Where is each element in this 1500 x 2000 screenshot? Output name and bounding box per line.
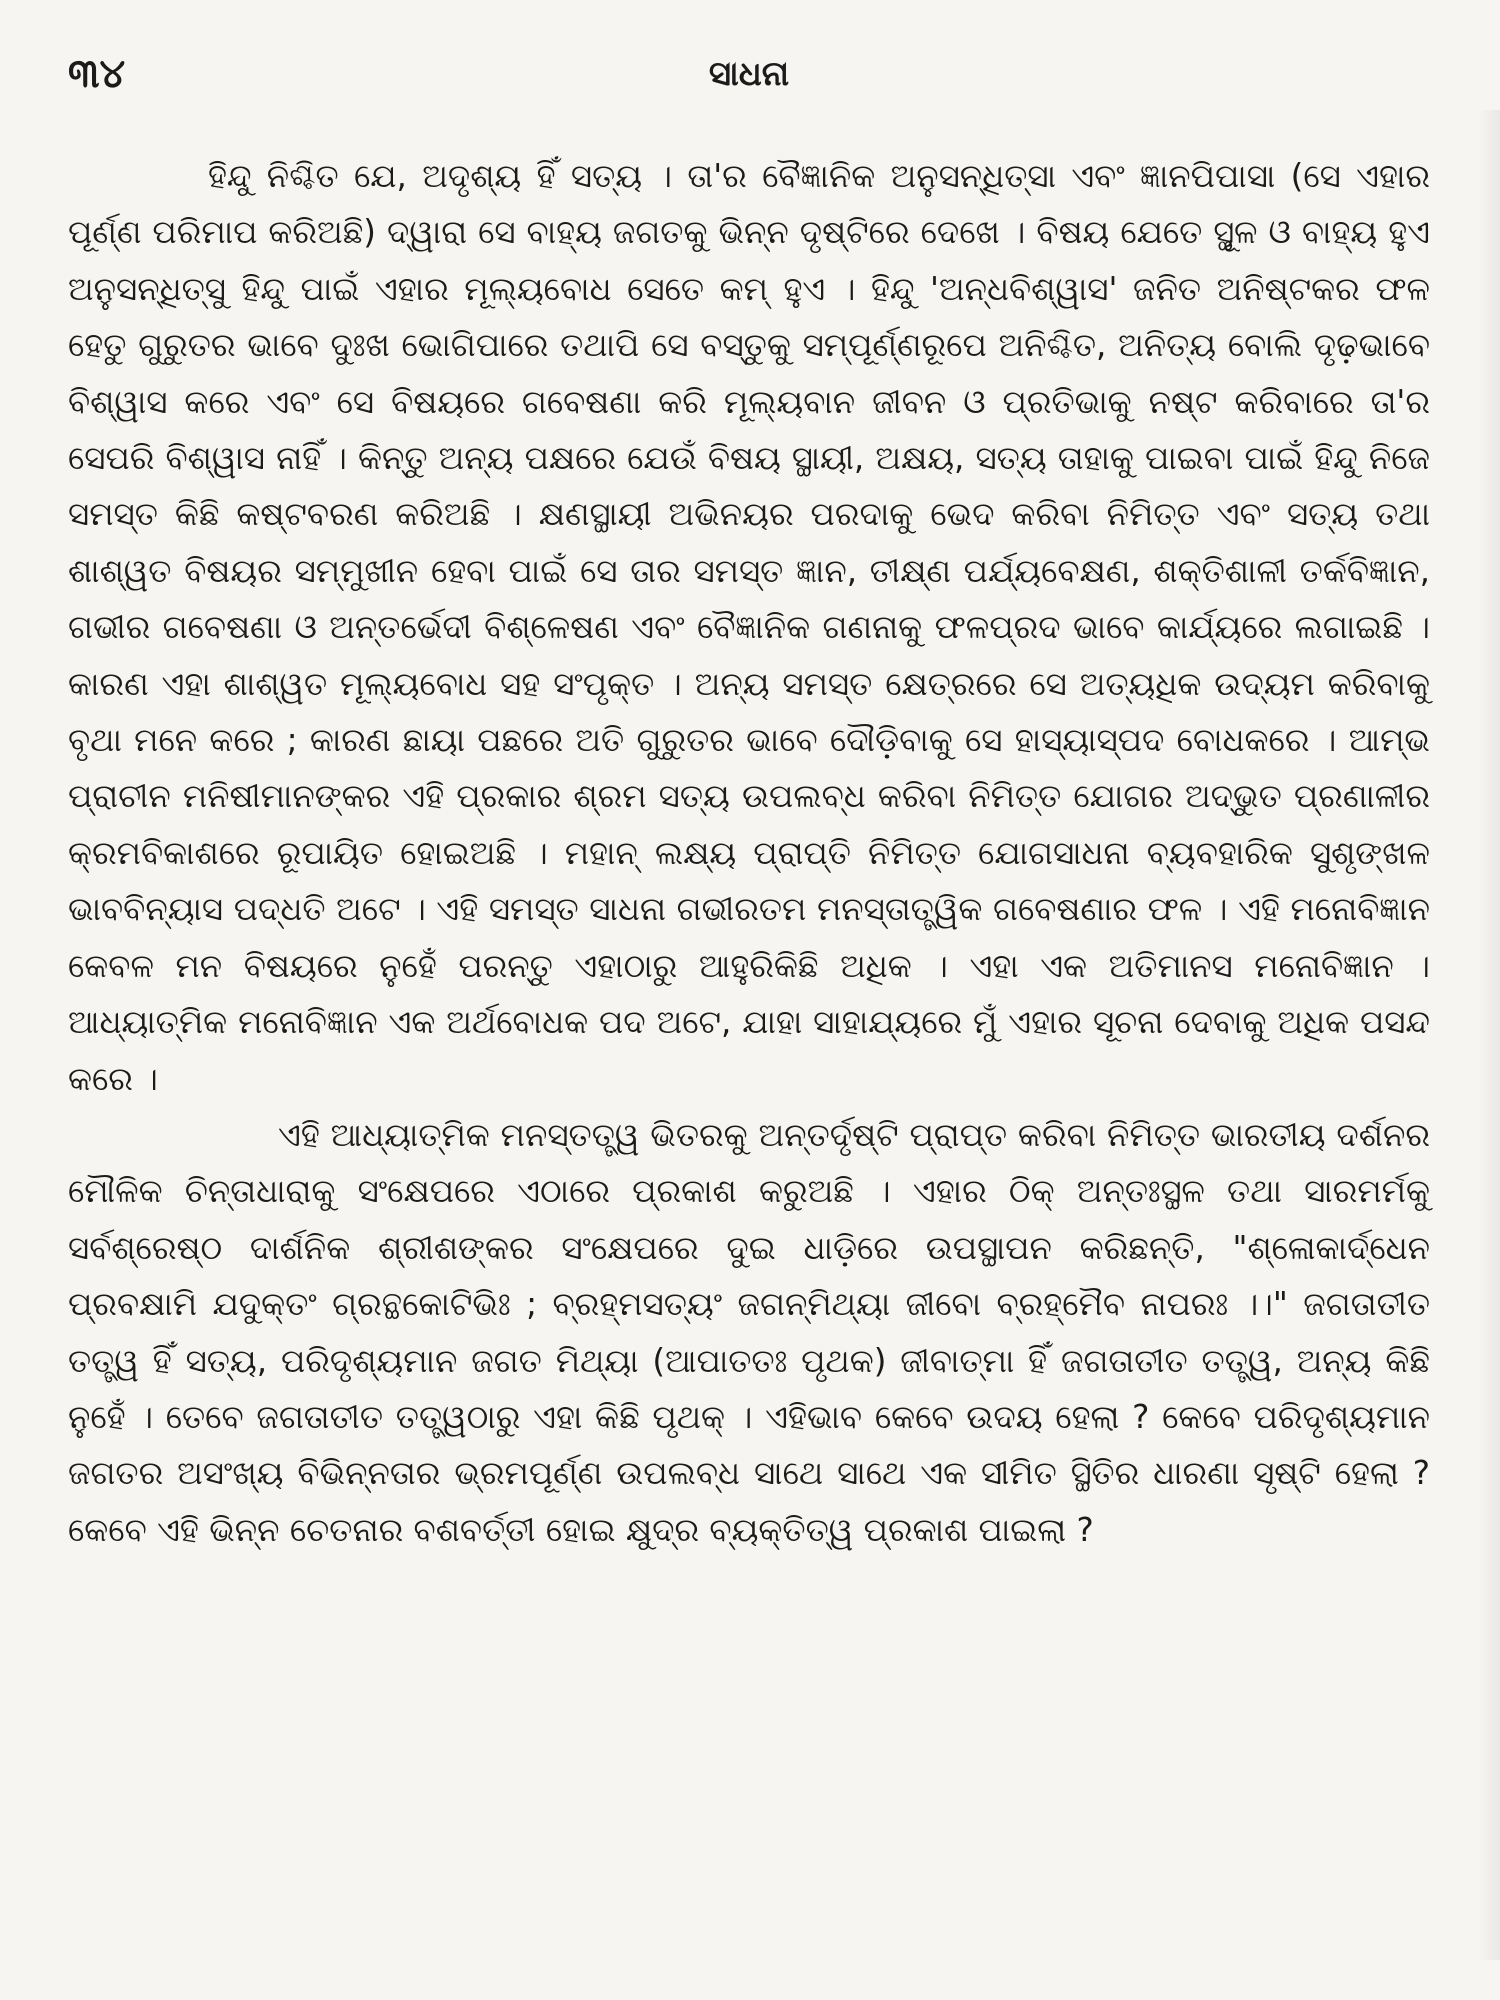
paragraph-2: ଏହି ଆଧ୍ୟାତ୍ମିକ ମନସ୍ତତ୍ତ୍ୱ ଭିତରକୁ ଅନ୍ତର୍ଦୃଷ୍ଟି ପ୍ରାପ୍ତ କରିବା ନିମିତ୍ତ ଭାରତୀୟ ଦର୍ଶନର ମୌଳିକ ଚିନ୍ତାଧାରାକୁ ସଂକ୍ଷେପରେ ଏଠାରେ ପ୍ରକାଶ କରୁଅଛି । ଏହାର ଠିକ୍ ଅନ୍ତଃସ୍ଥଳ ତଥା ସାରମର୍ମକୁ ସର୍ବଶ୍ରେଷ୍ଠ ଦାର୍ଶନିକ ଶ୍ରୀଶଙ୍କର ସଂକ୍ଷେପରେ ଦୁଇ ଧାଡ଼ିରେ ଉପସ୍ଥାପନ କରିଛନ୍ତି, "ଶ୍ଳୋକାର୍ଦ୍ଧେନ ପ୍ରବକ୍ଷାମି ଯଦୁକ୍ତଂ ଗ୍ରନ୍ଥକୋଟିଭିଃ ; ବ୍ରହ୍ମସତ୍ୟଂ ଜଗନ୍ମିଥ୍ୟା ଜୀବୋ ବ୍ରହ୍ମୈବ ନାପରଃ ।।" ଜଗତାତୀତ ତତ୍ତ୍ୱ ହିଁ ସତ୍ୟ, ପରିଦୃଶ୍ୟମାନ ଜଗତ ମିଥ୍ୟା (ଆପାତତଃ ପୃଥକ) ଜୀବାତ୍ମା ହିଁ ଜଗତାତୀତ ତତ୍ତ୍ୱ, ଅନ୍ୟ କିଛି ନୁହେଁ । ତେବେ ଜଗତାତୀତ ତତ୍ତ୍ୱଠାରୁ ଏହା କିଛି ପୃଥକ୍ । ଏହିଭାବ କେବେ ଉଦୟ ହେଲା ? କେବେ ପରିଦୃଶ୍ୟମାନ ଜଗତର ଅସଂଖ୍ୟ ବିଭିନ୍ନତାର ଭ୍ରମପୂର୍ଣ୍ଣ ଉପଲବ୍ଧ ସାଥେ ସାଥେ ଏକ ସୀମିତ ସ୍ଥିତିର ଧାରଣା ସୃଷ୍ଟି ହେଲା ? କେବେ ଏହି ଭିନ୍ନ ଚେତନାର ବଶବର୍ତ୍ତୀ ହୋଇ କ୍ଷୁଦ୍ର ବ୍ୟକ୍ତିତ୍ୱ ପ୍ରକାଶ ପାଇଲା ? (68, 1115, 1430, 1549)
running-title: ସାଧନା (708, 54, 790, 94)
page-edge-bleed (1478, 110, 1500, 1960)
page-number: ୩୪ (68, 50, 126, 97)
page-header (68, 50, 1430, 120)
paragraph-1: ହିନ୍ଦୁ ନିଶ୍ଚିତ ଯେ, ଅଦୃଶ୍ୟ ହିଁ ସତ୍ୟ । ତା'ର ବୈଜ୍ଞାନିକ ଅନୁସନ୍ଧିତ୍ସା ଏବଂ ଜ୍ଞାନପିପାସା (ସେ ଏହାର ପୂର୍ଣ୍ଣ ପରିମାପ କରିଅଛି) ଦ୍ୱାରା ସେ ବାହ୍ୟ ଜଗତକୁ ଭିନ୍ନ ଦୃଷ୍ଟିରେ ଦେଖେ । ବିଷୟ ଯେତେ ସ୍ଥୂଳ ଓ ବାହ୍ୟ ହୁଏ ଅନୁସନ୍ଧିତ୍ସୁ ହିନ୍ଦୁ ପାଇଁ ଏହାର ମୂଲ୍ୟବୋଧ ସେତେ କମ୍ ହୁଏ । ହିନ୍ଦୁ 'ଅନ୍ଧବିଶ୍ୱାସ' ଜନିତ ଅନିଷ୍ଟକର ଫଳ ହେତୁ ଗୁରୁତର ଭାବେ ଦୁଃଖ ଭୋଗିପାରେ ତଥାପି ସେ ବସ୍ତୁକୁ ସମ୍ପୂର୍ଣ୍ଣରୂପେ ଅନିଶ୍ଚିତ, ଅନିତ୍ୟ ବୋଲି ଦୃଢ଼ଭାବେ ବିଶ୍ୱାସ କରେ ଏବଂ ସେ ବିଷୟରେ ଗବେଷଣା କରି ମୂଲ୍ୟବାନ ଜୀବନ ଓ ପ୍ରତିଭାକୁ ନଷ୍ଟ କରିବାରେ ତା'ର ସେପରି ବିଶ୍ୱାସ ନାହିଁ । କିନ୍ତୁ ଅନ୍ୟ ପକ୍ଷରେ ଯେଉଁ ବିଷୟ ସ୍ଥାୟୀ, ଅକ୍ଷୟ, ସତ୍ୟ ତାହାକୁ ପାଇବା ପାଇଁ ହିନ୍ଦୁ ନିଜେ ସମସ୍ତ କିଛି କଷ୍ଟବରଣ କରିଅଛି । କ୍ଷଣସ୍ଥାୟୀ ଅଭିନୟର ପରଦାକୁ ଭେଦ କରିବା ନିମିତ୍ତ ଏବଂ ସତ୍ୟ ତଥା ଶାଶ୍ୱତ ବିଷୟର ସମ୍ମୁଖୀନ ହେବା ପାଇଁ ସେ ତାର ସମସ୍ତ ଜ୍ଞାନ, ତୀକ୍ଷ୍ଣ ପର୍ଯ୍ୟବେକ୍ଷଣ, ଶକ୍ତିଶାଳୀ ତର୍କବିଜ୍ଞାନ, ଗଭୀର ଗବେଷଣା ଓ ଅନ୍ତର୍ଭେଦୀ ବିଶ୍ଳେଷଣ ଏବଂ ବୈଜ୍ଞାନିକ ଗଣନାକୁ ଫଳପ୍ରଦ ଭାବେ କାର୍ଯ୍ୟରେ ଲଗାଇଛି । କାରଣ ଏହା ଶାଶ୍ୱତ ମୂଲ୍ୟବୋଧ ସହ ସଂପୃକ୍ତ । ଅନ୍ୟ ସମସ୍ତ କ୍ଷେତ୍ରରେ ସେ ଅତ୍ୟଧିକ ଉଦ୍ୟମ କରିବାକୁ ବୃଥା ମନେ କରେ ; କାରଣ ଛାୟା ପଛରେ ଅତି ଗୁରୁତର ଭାବେ ଦୌଡ଼ିବାକୁ ସେ ହାସ୍ୟାସ୍ପଦ ବୋଧକରେ । ଆମ୍ଭ ପ୍ରାଚୀନ ମନିଷୀମାନଙ୍କର ଏହି ପ୍ରକାର ଶ୍ରମ ସତ୍ୟ ଉପଲବ୍ଧ କରିବା ନିମିତ୍ତ ଯୋଗର ଅଦ୍ଭୁତ ପ୍ରଣାଳୀର କ୍ରମବିକାଶରେ ରୂପାୟିତ ହୋଇଅଛି । ମହାନ୍ ଲକ୍ଷ୍ୟ ପ୍ରାପ୍ତି ନିମିତ୍ତ ଯୋଗସାଧନା ବ୍ୟବହାରିକ ସୁଶୃଙ୍ଖଳ ଭାବବିନ୍ୟାସ ପଦ୍ଧତି ଅଟେ । ଏହି ସମସ୍ତ ସାଧନା ଗଭୀରତମ ମନସ୍ତାତ୍ତ୍ୱିକ ଗବେଷଣାର ଫଳ । ଏହି ମନୋବିଜ୍ଞାନ କେବଳ ମନ ବିଷୟରେ ନୁହେଁ ପରନ୍ତୁ ଏହାଠାରୁ ଆହୁରିକିଛି ଅଧିକ । ଏହା ଏକ ଅତିମାନସ ମନୋବିଜ୍ଞାନ । ଆଧ୍ୟାତ୍ମିକ ମନୋବିଜ୍ଞାନ ଏକ ଅର୍ଥବୋଧକ ପଦ ଅଟେ, ଯାହା ସାହାଯ୍ୟରେ ମୁଁ ଏହାର ସୂଚନା ଦେବାକୁ ଅଧିକ ପସନ୍ଦ କରେ । (68, 157, 1430, 1098)
body-text (68, 148, 1430, 1558)
